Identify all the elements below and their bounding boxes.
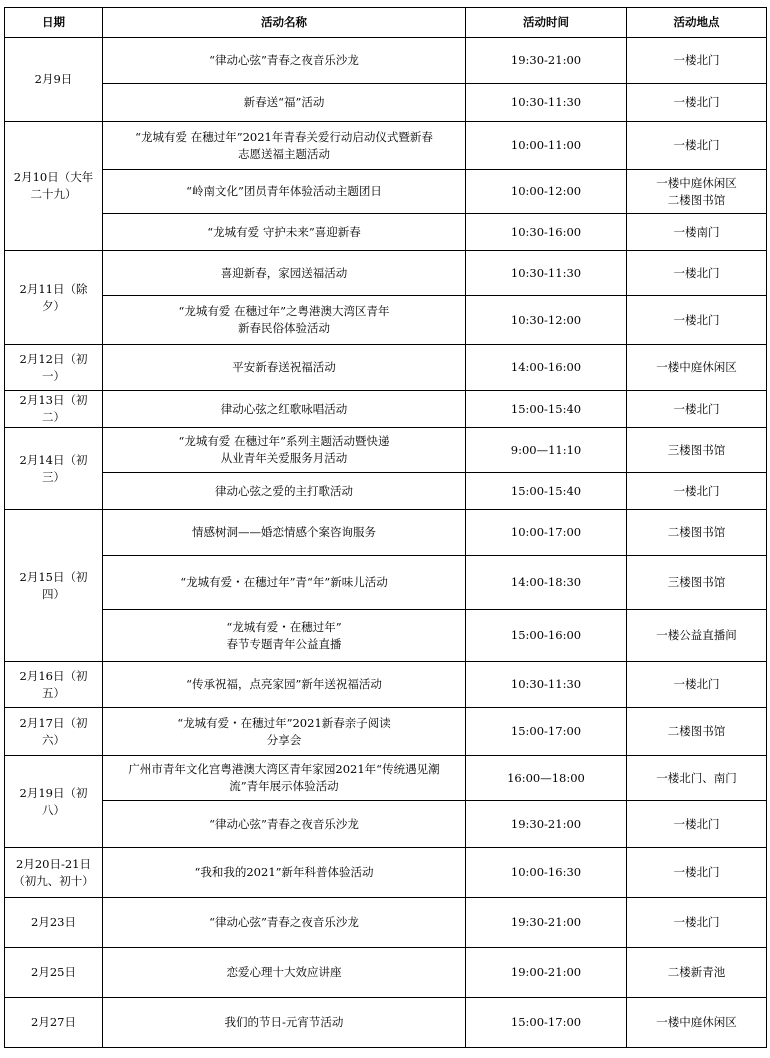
date-cell-line: 2月23日 <box>31 915 76 929</box>
activity-place-cell <box>627 473 767 510</box>
activity-place-cell-line: 一楼中庭休闲区 <box>656 1015 737 1029</box>
date-cell <box>5 428 103 510</box>
date-cell-line: 二十九） <box>30 187 77 201</box>
activity-name-cell-line: “龙城有爱 在穗过年”2021年青春关爱行动启动仪式暨新春 <box>135 129 433 144</box>
date-cell <box>5 948 103 998</box>
date-cell-line: 2月16日（初 <box>19 668 88 683</box>
activity-name-cell <box>103 345 466 391</box>
header-activity-name: 活动名称 <box>103 8 466 38</box>
activity-name-cell <box>103 708 466 756</box>
activity-name-cell <box>103 948 466 998</box>
activity-name-cell-line: 广州市青年文化宫粤港澳大湾区青年家园2021年“传统遇见潮 <box>128 762 440 776</box>
date-cell-line: 五） <box>42 685 65 700</box>
table-row <box>5 556 767 610</box>
activity-time-cell: 10:30-12:00 <box>466 296 627 345</box>
activity-place-cell-line: 一楼公益直播间 <box>656 628 737 642</box>
date-cell-line: （初九、初十） <box>13 873 94 888</box>
activity-name-cell-line: 律动心弦之红歌咏唱活动 <box>220 401 348 416</box>
date-cell-line: 2月10日（大年 <box>13 170 94 184</box>
activity-place-cell <box>627 38 767 84</box>
activity-name-cell <box>103 556 466 610</box>
activity-name-cell-line: 新春民俗体验活动 <box>238 321 330 335</box>
activity-place-cell-line: 一楼北门 <box>673 677 720 691</box>
activity-name-cell-line: 律动心弦之爱的主打歌活动 <box>215 483 353 498</box>
activity-name-cell-line: “龙城有爱 守护未来”喜迎新春 <box>207 224 361 239</box>
date-cell-line: 六） <box>42 732 65 747</box>
activity-place-cell <box>627 756 767 801</box>
date-cell-line: 一） <box>42 368 65 383</box>
activity-place-cell <box>627 610 767 662</box>
activity-name-cell <box>103 214 466 251</box>
activity-place-cell <box>627 214 767 251</box>
activity-time-cell: 19:30-21:00 <box>466 898 627 948</box>
table-row <box>5 998 767 1048</box>
activity-place-cell <box>627 251 767 296</box>
activity-place-cell <box>627 948 767 998</box>
table-row <box>5 662 767 708</box>
activity-time-cell: 10:00-11:00 <box>466 122 627 170</box>
activity-place-cell-line: 二楼图书馆 <box>667 525 726 539</box>
table-row <box>5 510 767 556</box>
activity-name-cell <box>103 756 466 801</box>
activity-name-cell-line: “龙城有爱 在穗过年”系列主题活动暨快递 <box>178 434 390 448</box>
activity-place-cell-line: 一楼北门 <box>673 312 720 327</box>
activity-name-cell-line: “龙城有爱・在穗过年” <box>226 619 342 634</box>
activity-name-cell <box>103 170 466 214</box>
activity-name-cell-line: “龙城有爱・在穗过年”2021新春亲子阅读 <box>177 715 391 730</box>
activity-place-cell <box>627 428 767 473</box>
activity-place-cell <box>627 345 767 391</box>
activity-time-cell: 19:00-21:00 <box>466 948 627 998</box>
table-row <box>5 708 767 756</box>
date-cell-line: 2月25日 <box>31 965 76 979</box>
activity-place-cell-line: 一楼中庭休闲区 <box>656 360 737 374</box>
activity-name-cell-line: “龙城有爱 在穗过年”之粤港澳大湾区青年 <box>178 304 390 318</box>
activity-place-cell <box>627 848 767 898</box>
date-cell-line: 2月17日（初 <box>19 715 88 730</box>
activity-time-cell: 15:00-17:00 <box>466 708 627 756</box>
date-cell-line: 八） <box>42 802 65 817</box>
header-activity-time: 活动时间 <box>466 8 627 38</box>
activity-place-cell <box>627 391 767 428</box>
activity-name-cell <box>103 38 466 84</box>
activity-name-cell <box>103 510 466 556</box>
activity-name-cell-line: 从业青年关爱服务月活动 <box>220 451 348 465</box>
activity-time-cell: 14:00-18:30 <box>466 556 627 610</box>
header-row <box>5 8 767 38</box>
activity-place-cell-line: 一楼北门 <box>673 401 720 416</box>
activity-place-cell <box>627 998 767 1048</box>
activity-name-cell-line: 情感树洞——婚恋情感个案咨询服务 <box>192 525 376 539</box>
activity-time-cell: 10:00-16:30 <box>466 848 627 898</box>
activity-place-cell-line: 一楼中庭休闲区 <box>656 175 737 190</box>
date-cell-line: 2月9日 <box>34 72 73 86</box>
date-cell <box>5 345 103 391</box>
activity-place-cell-line: 三楼图书馆 <box>667 575 726 589</box>
date-cell <box>5 251 103 345</box>
table-row <box>5 801 767 848</box>
date-cell <box>5 38 103 122</box>
date-cell <box>5 510 103 662</box>
activity-name-cell-line: 我们的节日-元宵节活动 <box>224 1015 344 1029</box>
activity-name-cell-line: 春节专题青年公益直播 <box>226 636 342 651</box>
table-row <box>5 898 767 948</box>
activity-time-cell: 10:00-12:00 <box>466 170 627 214</box>
activity-place-cell-line: 一楼北门 <box>673 816 720 831</box>
date-cell-line: 2月20日-21日 <box>16 856 91 871</box>
date-cell-line: 二） <box>42 410 65 424</box>
activity-name-cell-line: 平安新春送祝福活动 <box>232 360 336 374</box>
activity-time-cell: 15:00-17:00 <box>466 998 627 1048</box>
date-cell-line: 2月12日（初 <box>19 351 88 366</box>
activity-name-cell-line: “龙城有爱・在穗过年”青“年”新味儿活动 <box>180 575 388 589</box>
header-activity-place: 活动地点 <box>627 8 767 38</box>
activity-name-cell <box>103 998 466 1048</box>
table-row <box>5 948 767 998</box>
table-row <box>5 84 767 122</box>
date-cell-line: 三） <box>42 469 65 484</box>
activity-place-cell-line: 一楼北门 <box>673 53 720 67</box>
activity-place-cell <box>627 170 767 214</box>
activity-place-cell-line: 一楼南门 <box>673 224 720 239</box>
date-cell-line: 夕） <box>42 298 65 313</box>
activity-time-cell: 10:00-17:00 <box>466 510 627 556</box>
activity-place-cell <box>627 556 767 610</box>
activity-name-cell-line: 喜迎新春，家园送福活动 <box>220 265 348 280</box>
table-row <box>5 345 767 391</box>
table-row <box>5 391 767 428</box>
schedule-body <box>5 38 767 1048</box>
date-cell-line: 2月14日（初 <box>19 452 88 467</box>
table-row <box>5 214 767 251</box>
date-cell <box>5 391 103 428</box>
activity-time-cell: 16:00—18:00 <box>466 756 627 801</box>
activity-name-cell <box>103 251 466 296</box>
activity-time-cell: 15:00-15:40 <box>466 473 627 510</box>
date-cell-line: 2月11日（除 <box>19 281 88 296</box>
activity-place-cell-line: 一楼北门 <box>673 95 720 109</box>
activity-time-cell: 15:00-15:40 <box>466 391 627 428</box>
header-date: 日期 <box>5 8 103 38</box>
table-row <box>5 473 767 510</box>
activity-name-cell-line: “传承祝福，点亮家园”新年送祝福活动 <box>186 677 382 691</box>
activity-place-cell <box>627 898 767 948</box>
activity-name-cell-line: 志愿送福主题活动 <box>238 146 330 161</box>
activity-name-cell <box>103 662 466 708</box>
activity-place-cell <box>627 662 767 708</box>
date-cell-line: 2月13日（初 <box>19 393 88 407</box>
date-cell <box>5 662 103 708</box>
table-row <box>5 170 767 214</box>
table-row <box>5 756 767 801</box>
activity-place-cell <box>627 296 767 345</box>
date-cell-line: 2月27日 <box>31 1015 76 1029</box>
activity-name-cell <box>103 391 466 428</box>
activity-name-cell <box>103 122 466 170</box>
activity-place-cell <box>627 122 767 170</box>
activity-name-cell-line: “律动心弦”青春之夜音乐沙龙 <box>209 816 359 831</box>
activity-name-cell-line: “律动心弦”青春之夜音乐沙龙 <box>209 915 359 929</box>
activity-name-cell-line: “律动心弦”青春之夜音乐沙龙 <box>209 53 359 67</box>
activity-time-cell: 14:00-16:00 <box>466 345 627 391</box>
activity-name-cell-line: “岭南文化”团员青年体验活动主题团日 <box>186 184 382 198</box>
activity-name-cell-line: 新春送“福”活动 <box>243 95 325 109</box>
activity-name-cell <box>103 898 466 948</box>
activity-place-cell <box>627 708 767 756</box>
activity-name-cell <box>103 848 466 898</box>
date-cell-line: 四） <box>42 586 65 601</box>
table-row <box>5 296 767 345</box>
activity-place-cell <box>627 84 767 122</box>
activity-name-cell <box>103 84 466 122</box>
activity-name-cell <box>103 473 466 510</box>
activity-time-cell: 15:00-16:00 <box>466 610 627 662</box>
activity-place-cell-line: 三楼图书馆 <box>667 442 726 457</box>
activity-place-cell-line: 二楼新青池 <box>667 965 726 979</box>
table-row <box>5 122 767 170</box>
table-row <box>5 251 767 296</box>
activity-place-cell-line: 一楼北门 <box>673 915 720 929</box>
activity-place-cell-line: 一楼北门 <box>673 265 720 280</box>
activity-time-cell: 19:30-21:00 <box>466 38 627 84</box>
date-cell-line: 2月15日（初 <box>19 569 88 584</box>
activity-place-cell-line: 一楼北门 <box>673 865 720 879</box>
activity-place-cell-line: 二楼图书馆 <box>667 724 726 738</box>
activity-time-cell: 10:30-11:30 <box>466 84 627 122</box>
activity-place-cell-line: 二楼图书馆 <box>667 192 726 207</box>
activity-time-cell: 9:00—11:10 <box>466 428 627 473</box>
activity-name-cell <box>103 801 466 848</box>
activity-time-cell: 10:30-11:30 <box>466 662 627 708</box>
activity-name-cell-line: 分享会 <box>266 732 302 747</box>
activity-time-cell: 10:30-16:00 <box>466 214 627 251</box>
date-cell <box>5 122 103 251</box>
activity-place-cell-line: 一楼北门 <box>673 483 720 498</box>
table-row <box>5 38 767 84</box>
activity-name-cell <box>103 610 466 662</box>
date-cell <box>5 998 103 1048</box>
activity-place-cell <box>627 510 767 556</box>
activity-time-cell: 19:30-21:00 <box>466 801 627 848</box>
activity-name-cell <box>103 428 466 473</box>
activity-place-cell <box>627 801 767 848</box>
table-row <box>5 848 767 898</box>
date-cell <box>5 898 103 948</box>
table-row <box>5 428 767 473</box>
activity-name-cell-line: “我和我的2021”新年科普体验活动 <box>194 865 374 879</box>
date-cell <box>5 848 103 898</box>
schedule-table <box>4 7 767 1048</box>
date-cell <box>5 708 103 756</box>
activity-name-cell <box>103 296 466 345</box>
activity-name-cell-line: 恋爱心理十大效应讲座 <box>226 965 342 979</box>
activity-place-cell-line: 一楼北门 <box>673 138 720 152</box>
date-cell-line: 2月19日（初 <box>19 785 88 800</box>
activity-name-cell-line: 流”青年展示体验活动 <box>229 779 339 793</box>
date-cell <box>5 756 103 848</box>
table-row <box>5 610 767 662</box>
activity-time-cell: 10:30-11:30 <box>466 251 627 296</box>
activity-place-cell-line: 一楼北门、南门 <box>656 770 737 785</box>
